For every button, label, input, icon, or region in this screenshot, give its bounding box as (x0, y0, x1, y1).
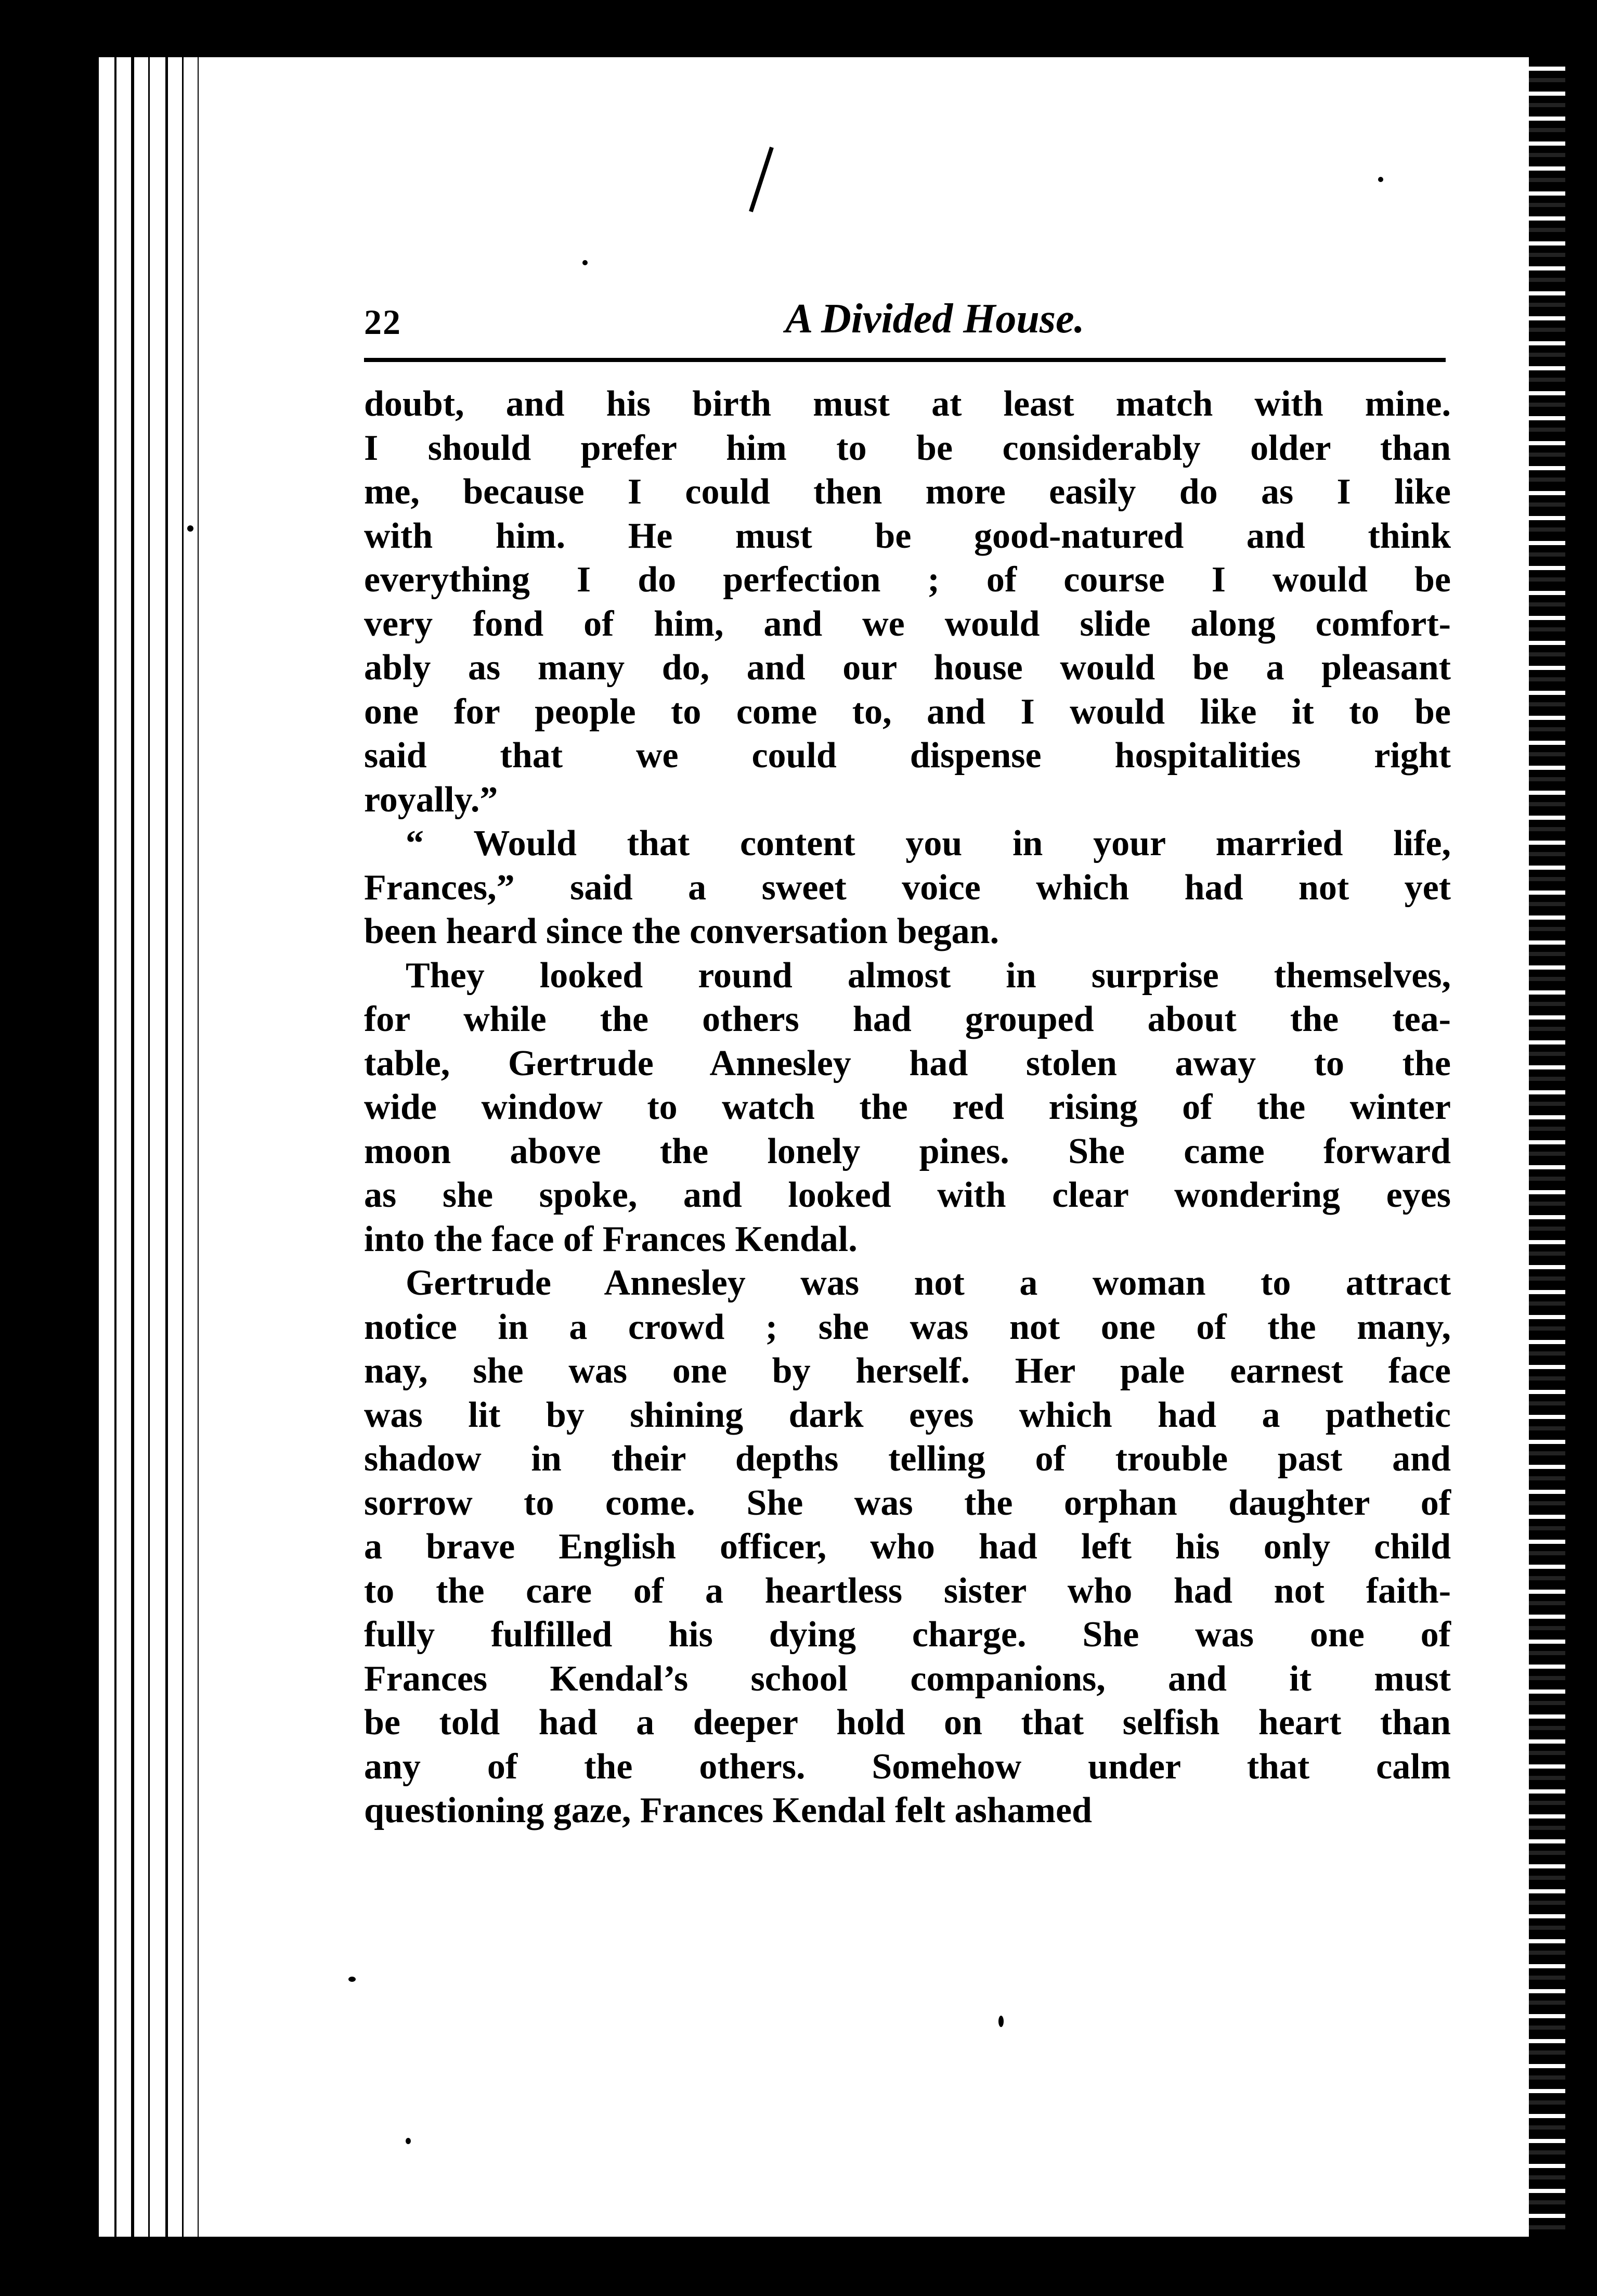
paragraph (364, 382, 1451, 822)
text-line: a brave English officer, who had left his only child (364, 1527, 1451, 1567)
text-line: me, because I could then more easily do as I like (364, 472, 1451, 512)
text-line: shadow in their depths telling of trouble past and (364, 1439, 1451, 1479)
text-line: moon above the lonely pines. She came forward (364, 1131, 1451, 1171)
paragraph (364, 1261, 1451, 1833)
text-line: very fond of him, and we would slide along comfort- (364, 603, 1451, 644)
text-line: been heard since the conversation began. (364, 911, 999, 951)
text-line: questioning gaze, Frances Kendal felt ashamed (364, 1790, 1092, 1830)
header-rule (364, 358, 1446, 362)
body-text (364, 382, 1451, 1833)
text-line: doubt, and his birth must at least match with mine. (364, 384, 1451, 424)
text-line: was lit by shining dark eyes which had a pathetic (364, 1395, 1451, 1435)
text-line: They looked round almost in surprise themselves, (406, 955, 1451, 996)
text-line: table, Gertrude Annesley had stolen away to the (364, 1043, 1451, 1083)
text-line: fully fulfilled his dying charge. She was one of (364, 1615, 1451, 1655)
page-header (364, 291, 1446, 349)
text-line: “ Would that content you in your married life, (406, 823, 1451, 863)
text-line: be told had a deeper hold on that selfish heart than (364, 1702, 1451, 1743)
text-line: said that we could dispense hospitalities right (364, 736, 1451, 776)
page-number: 22 (364, 302, 401, 342)
text-line: royally.” (364, 779, 498, 820)
running-title: A Divided House. (785, 296, 1085, 342)
page-right-edge (1529, 57, 1565, 2237)
text-line: Frances,” said a sweet voice which had not yet (364, 867, 1451, 908)
text-line: with him. He must be good-natured and think (364, 515, 1451, 556)
text-line: wide window to watch the red rising of the winter (364, 1087, 1451, 1127)
text-line: notice in a crowd ; she was not one of the many, (364, 1307, 1451, 1347)
text-line: into the face of Frances Kendal. (364, 1219, 858, 1259)
text-line: I should prefer him to be considerably older than (364, 428, 1451, 468)
text-line: nay, she was one by herself. Her pale earnest face (364, 1351, 1451, 1391)
paragraph (364, 822, 1451, 954)
text-line: for while the others had grouped about the tea- (364, 999, 1451, 1039)
text-line: Gertrude Annesley was not a woman to attract (406, 1263, 1451, 1303)
text-line: one for people to come to, and I would like it to be (364, 691, 1451, 732)
text-line: ably as many do, and our house would be a pleasant (364, 648, 1451, 688)
text-line: to the care of a heartless sister who had not faith- (364, 1570, 1451, 1611)
text-line: sorrow to come. She was the orphan daughter of (364, 1482, 1451, 1523)
text-line: Frances Kendal’s school companions, and it must (364, 1658, 1451, 1699)
text-line: any of the others. Somehow under that calm (364, 1746, 1451, 1787)
paragraph (364, 954, 1451, 1262)
text-line: as she spoke, and looked with clear wondering eyes (364, 1175, 1451, 1215)
page-binding-edge (99, 57, 224, 2237)
text-line: everything I do perfection ; of course I would be (364, 560, 1451, 600)
